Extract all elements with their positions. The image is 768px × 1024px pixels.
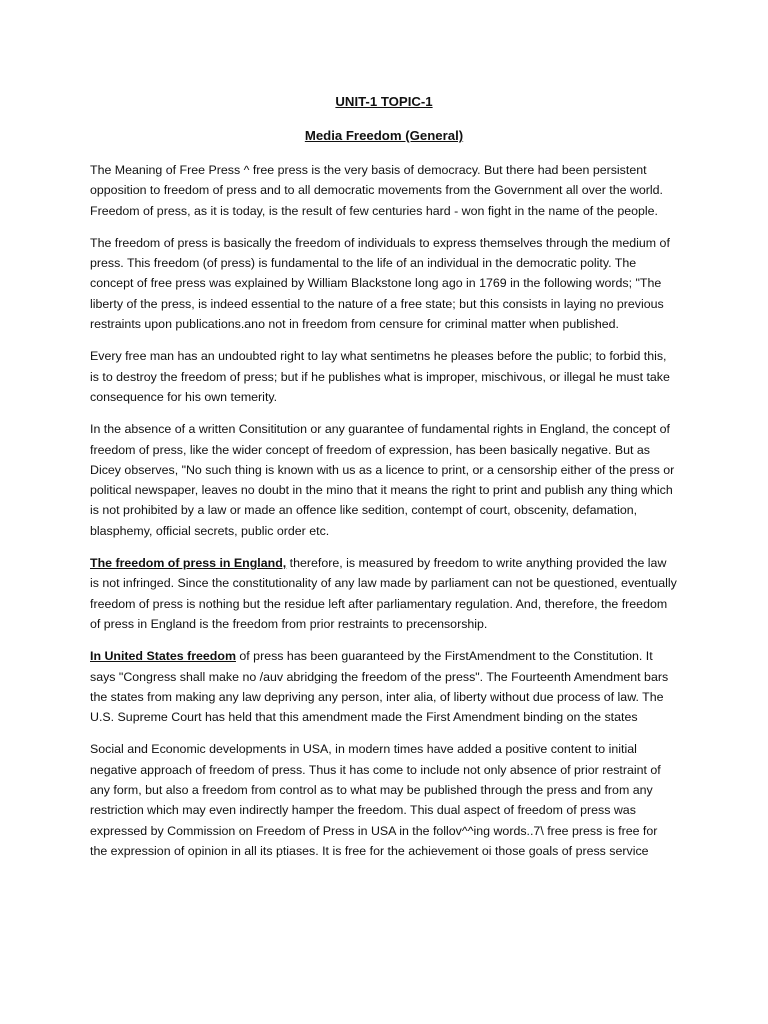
paragraph-text: The Meaning of Free Press ^ free press is the very basis of democracy. But there had been persistent opposition to freedom of press and to all democratic movements from the Government all over the world. Freedom of press, as it is today, is the result of few centuries hard - won fight in the name of the people. [90, 163, 663, 218]
paragraph-england-constitution [90, 419, 678, 541]
paragraph-press-england [90, 553, 678, 634]
paragraph-lead-heading: In United States freedom [90, 649, 236, 664]
paragraph-text: Social and Economic developments in USA, in modern times have added a positive content to initial negative approach of freedom of press. Thus it has come to include not only absence of prior restraint of any form, but also a freedom from control as to what may be published through the press and from any restriction which may even indirectly hamper the freedom. This dual aspect of freedom of press was expressed by Commission on Freedom of Press in USA in the follov^^ing words..7\ free press is free for the expression of opinion in all its ptiases. It is free for the achievement oi those goals of press service [90, 742, 661, 858]
paragraph-united-states [90, 646, 678, 727]
paragraph-text: Every free man has an undoubted right to lay what sentimetns he pleases before the public; to forbid this, is to destroy the freedom of press; but if he publishes what is improper, mischivous, or illegal he must take consequence for his own temerity. [90, 349, 670, 404]
paragraph-text: therefore, is measured by freedom to write anything provided the law is not infringed. Since the constitutionality of any law made by parliament can not be questioned, eventually freedom of press is nothing but the residue left after parliamentary regulation. And, therefore, the freedom of press in England is the freedom from prior restraints to precensorship. [90, 556, 677, 631]
paragraph-text: In the absence of a written Consititution or any guarantee of fundamental rights in England, the concept of freedom of press, like the wider concept of freedom of expression, has been basically negative. But as Dicey observes, "No such thing is known with us as a licence to print, or a censorship either of the press or political newspaper, leaves no doubt in the mino that it means the right to print and publish any thing which is not prohibited by a law or made an offence like sedition, contempt of court, obscenity, defamation, blasphemy, official secrets, public order etc. [90, 422, 675, 538]
paragraph-freedom-individuals [90, 233, 678, 334]
page-heading: UNIT-1 TOPIC-1 [335, 94, 433, 109]
page-subheading: Media Freedom (General) [304, 128, 464, 143]
paragraph-lead-heading: The freedom of press in England, [90, 556, 287, 571]
paragraph-free-man [90, 346, 678, 407]
paragraph-text: The freedom of press is basically the freedom of individuals to express themselves through the medium of press. This freedom (of press) is fundamental to the life of an individual in the democratic polity. The concept of free press was explained by William Blackstone long ago in 1769 in the following words; "The liberty of the press, is indeed essential to the nature of a free state; but this consists in laying no previous restraints upon publications.ano not in freedom from censure for criminal matter when published. [90, 235, 670, 332]
paragraph-meaning-free-press [90, 160, 678, 221]
paragraph-text: of press has been guaranteed by the FirstAmendment to the Constitution. It says "Congress shall make no /auv abridging the freedom of the press". The Fourteenth Amendment bars the states from making any law depriving any person, inter alia, of liberty without due process of law. The U.S. Supreme Court has held that this amendment made the First Amendment binding on the states [90, 649, 669, 725]
paragraph-social-economic [90, 739, 678, 861]
